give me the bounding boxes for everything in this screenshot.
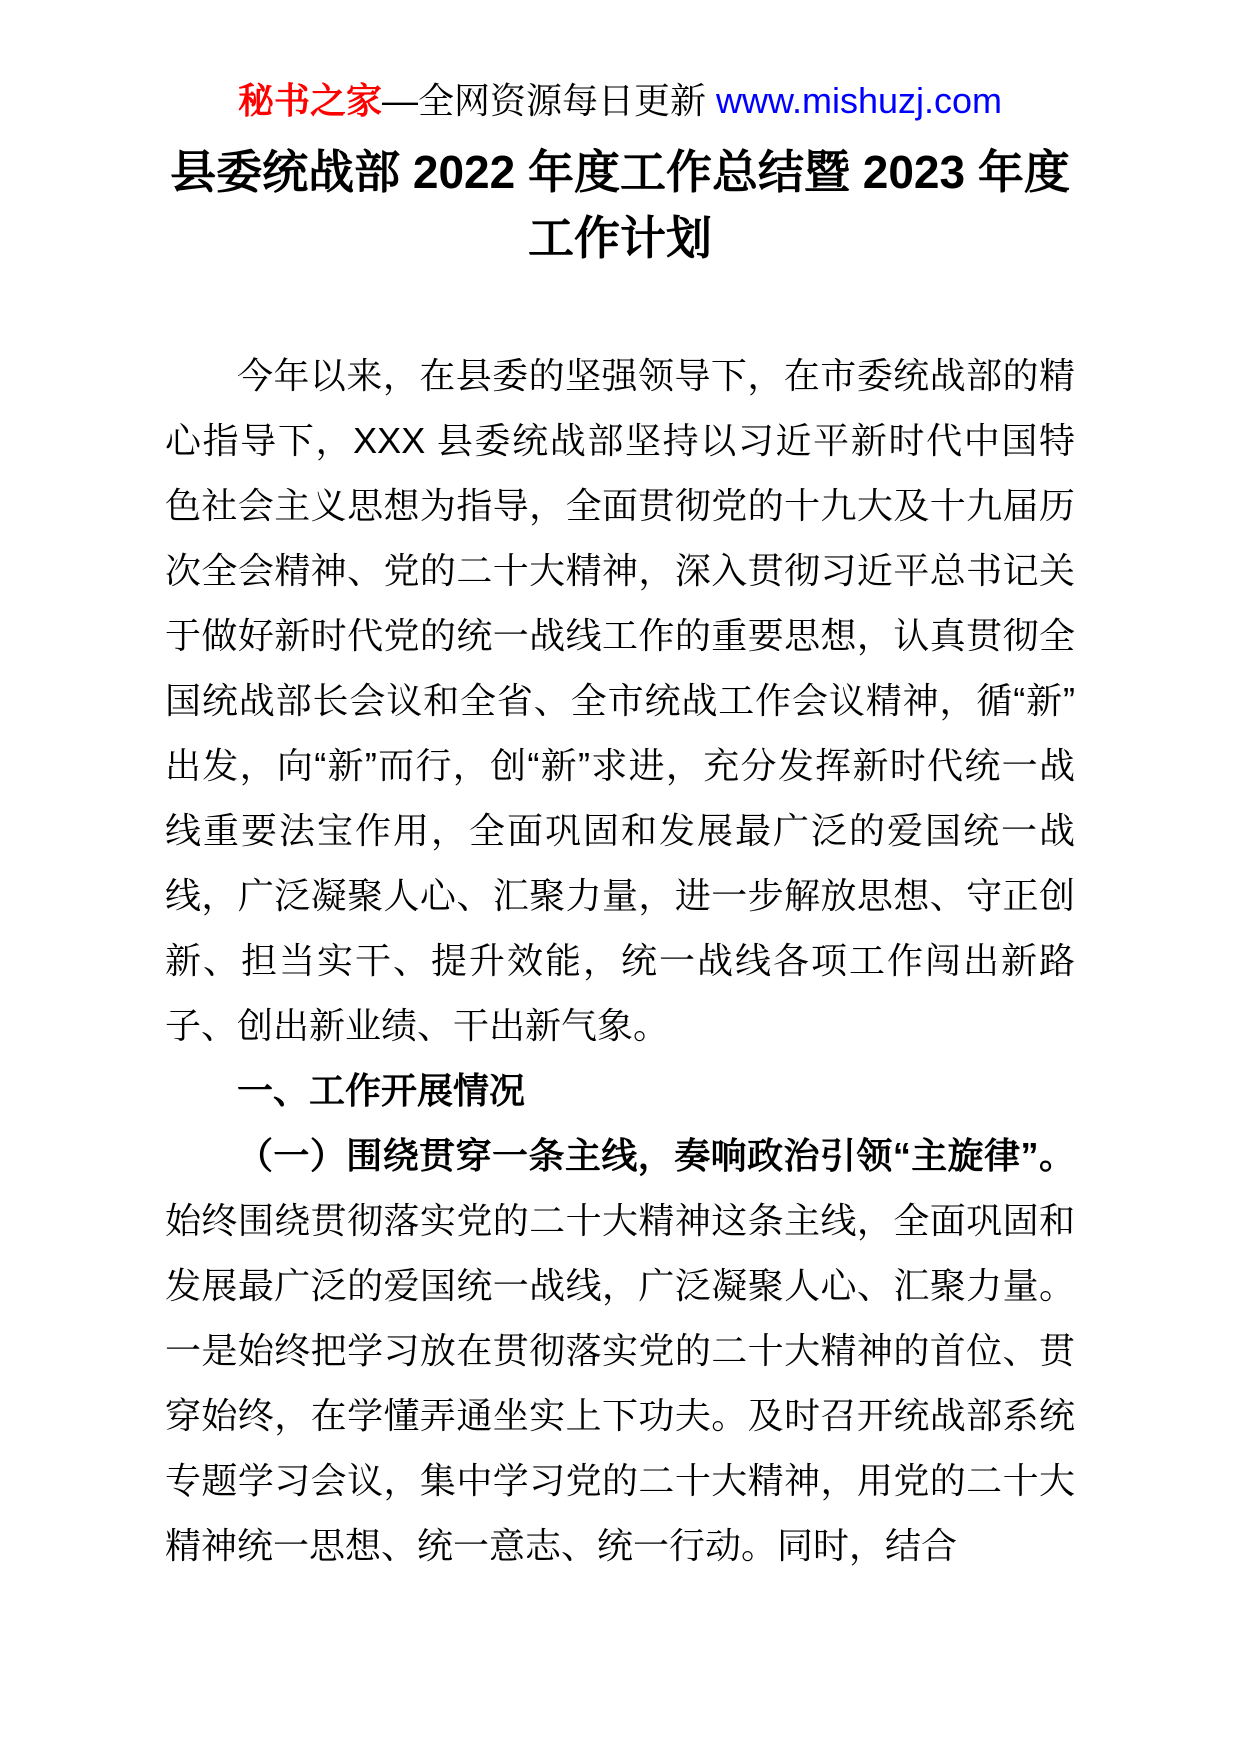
header-tagline: 全网资源每日更新	[417, 80, 706, 121]
document-body	[165, 343, 1075, 1578]
header-dash: —	[381, 80, 418, 121]
header-space	[706, 80, 716, 121]
paragraph-subsection-1	[165, 1123, 1075, 1578]
section-heading-1-text: 一、工作开展情况	[237, 1069, 526, 1111]
site-header	[0, 0, 1240, 125]
site-brand: 秘书之家	[237, 80, 382, 121]
site-url-link[interactable]: www.mishuzj.com	[715, 80, 1003, 121]
section-heading-1	[165, 1058, 1075, 1123]
paragraph-intro-text: 今年以来，在县委的坚强领导下，在市委统战部的精心指导下，XXX 县委统战部坚持以习近平新时代中国特色社会主义思想为指导，全面贯彻党的十九大及十九届历次全会精神、党的二十大精神，深入贯彻习近平总书记关于做好新时代党的统一战线工作的重要思想，认真贯彻全国统战部长会议和全省、全市统战工作会议精神，循“新”出发，向“新”而行，创“新”求进，充分发挥新时代统一战线重要法宝作用，全面巩固和发展最广泛的爱国统一战线，广泛凝聚人心、汇聚力量，进一步解放思想、守正创新、担当实干、提升效能，统一战线各项工作闯出新路子、创出新业绩、干出新气象。	[165, 354, 1075, 1046]
subsection-1-body-text: 始终围绕贯彻落实党的二十大精神这条主线，全面巩固和发展最广泛的爱国统一战线，广泛凝聚人心、汇聚力量。一是始终把学习放在贯彻落实党的二十大精神的首位、贯穿始终，在学懂弄通坐实上下功夫。及时召开统战部系统专题学习会议，集中学习党的二十大精神，用党的二十大精神统一思想、统一意志、统一行动。同时，结合	[165, 1199, 1075, 1566]
paragraph-intro	[165, 343, 1075, 1058]
document-title: 县委统战部 2022 年度工作总结暨 2023 年度工作计划	[170, 145, 1070, 264]
subsection-1-heading-text: （一）围绕贯穿一条主线，奏响政治引领“主旋律”。	[237, 1134, 1075, 1176]
